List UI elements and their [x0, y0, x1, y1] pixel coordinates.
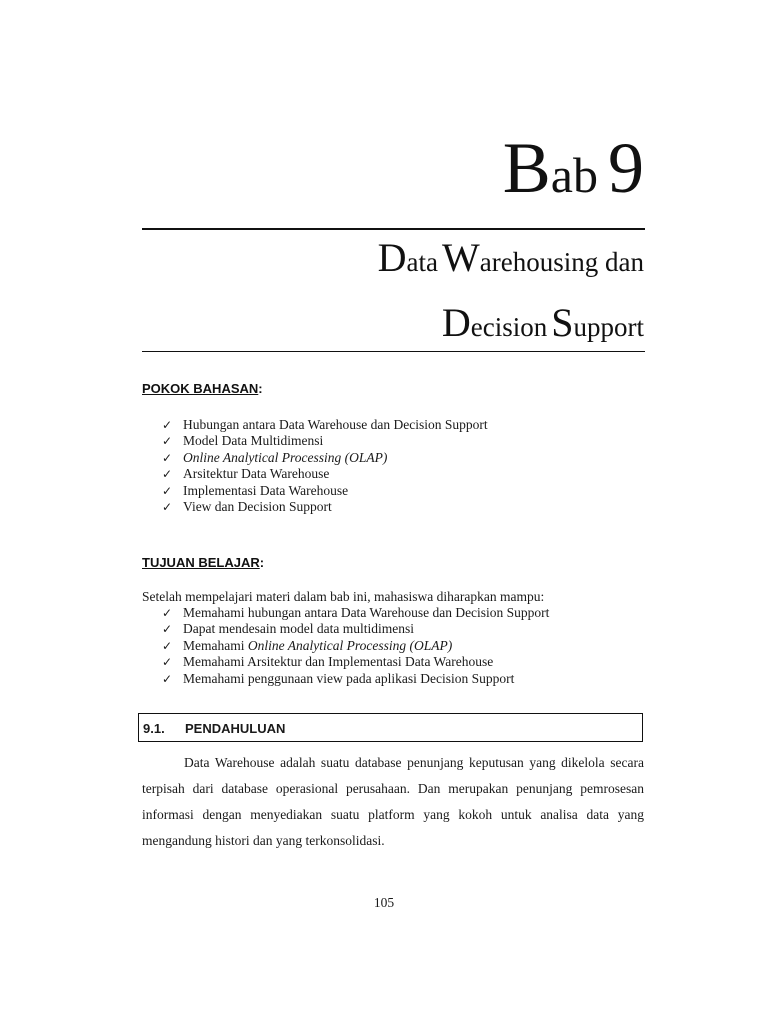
checkmark-icon: ✓ — [162, 450, 173, 465]
title-line-2 — [441, 300, 644, 345]
checkmark-icon: ✓ — [162, 499, 173, 514]
pokok-bahasan-list — [162, 417, 488, 515]
page-number: 105 — [373, 895, 395, 910]
title-word-rest: ata — [406, 247, 439, 277]
section-number: 9.1. — [143, 721, 165, 736]
chapter-heading — [502, 128, 644, 208]
list-item: ✓ Memahami Online Analytical Processing (OLAP) — [162, 637, 453, 653]
list-item: ✓ Memahami penggunaan view pada aplikasi Decision Support — [162, 670, 515, 686]
list-item: ✓ Online Analytical Processing (OLAP) — [162, 449, 388, 465]
list-item: ✓ Memahami hubungan antara Data Warehouse dan Decision Support — [162, 605, 550, 620]
section-title: PENDAHULUAN — [185, 721, 286, 736]
heading-rule-top — [142, 228, 645, 230]
list-item: ✓ Implementasi Data Warehouse — [162, 482, 349, 498]
section-paragraph: Data Warehouse adalah suatu database penunjang keputusan yang dikelola secara terpisah dari database operasional perusahaan. Dan merupakan penunjang pemrosesan informasi dengan menyediakan suatu platform yang kokoh untuk analisa data yang mengandung histori dan yang terkonsolidasi. — [142, 755, 644, 848]
section-heading-box — [138, 713, 643, 742]
pokok-bahasan-heading: POKOK BAHASAN: — [142, 381, 263, 396]
title-word-rest: ecision — [470, 312, 548, 342]
title-word-rest: upport — [573, 312, 644, 342]
tujuan-belajar-heading: TUJUAN BELAJAR: — [142, 555, 265, 570]
list-item: ✓ Model Data Multidimensi — [162, 433, 324, 449]
chapter-cap: B — [502, 128, 551, 208]
tujuan-belajar-list — [162, 605, 549, 687]
checkmark-icon: ✓ — [162, 622, 173, 637]
heading-rule-bottom — [142, 351, 645, 352]
title-cap: D — [377, 235, 407, 280]
checkmark-icon: ✓ — [162, 638, 173, 653]
checkmark-icon: ✓ — [162, 671, 173, 686]
title-word-rest: arehousing dan — [479, 247, 644, 277]
chapter-number: 9 — [608, 128, 644, 208]
list-item: ✓ View dan Decision Support — [162, 498, 332, 514]
checkmark-icon: ✓ — [162, 418, 173, 432]
list-item: ✓ Arsitektur Data Warehouse — [162, 466, 330, 482]
title-cap: W — [442, 235, 480, 280]
checkmark-icon: ✓ — [162, 655, 173, 670]
list-item: ✓ Hubungan antara Data Warehouse dan Decision Support — [162, 417, 488, 432]
tujuan-intro: Setelah mempelajari materi dalam bab ini, mahasiswa diharapkan mampu: — [142, 589, 545, 604]
checkmark-icon: ✓ — [162, 434, 173, 449]
title-cap: D — [441, 300, 471, 345]
chapter-word-rest: ab — [550, 147, 598, 203]
checkmark-icon: ✓ — [162, 606, 173, 620]
list-item: ✓ Dapat mendesain model data multidimensi — [162, 621, 414, 637]
title-line-1 — [377, 235, 644, 280]
checkmark-icon: ✓ — [162, 467, 173, 482]
checkmark-icon: ✓ — [162, 483, 173, 498]
list-item: ✓ Memahami Arsitektur dan Implementasi Data Warehouse — [162, 654, 494, 670]
title-cap: S — [551, 300, 574, 345]
